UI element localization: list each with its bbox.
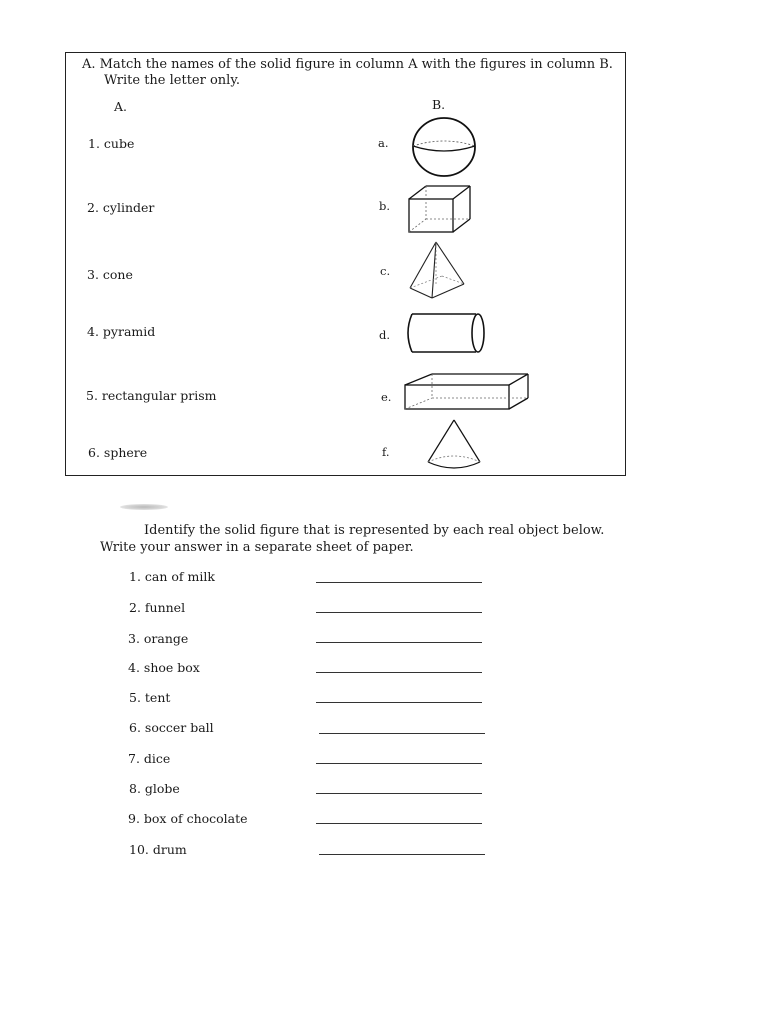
sphere-icon xyxy=(410,116,478,178)
option-letter-f: f. xyxy=(382,445,390,459)
answer-line-10[interactable] xyxy=(319,854,485,855)
column-a-item-2: 2. cylinder xyxy=(87,200,155,215)
section-b-item-8: 8. globe xyxy=(129,781,180,796)
cube-icon xyxy=(406,184,474,234)
column-a-item-3: 3. cone xyxy=(87,267,133,282)
rectangular-prism-icon xyxy=(402,372,532,412)
section-b-instruction-line1: Identify the solid figure that is represented by each real object below. xyxy=(144,523,605,538)
section-b-item-1: 1. can of milk xyxy=(129,569,215,584)
option-letter-c: c. xyxy=(380,264,391,278)
section-a-instruction-line2: Write the letter only. xyxy=(104,73,241,88)
cylinder-icon xyxy=(402,312,488,354)
section-a-instruction-line1: A. Match the names of the solid figure in column A with the figures in column B. xyxy=(82,57,613,72)
column-a-item-4: 4. pyramid xyxy=(87,324,156,339)
cone-icon xyxy=(424,418,484,474)
option-letter-e: e. xyxy=(381,390,392,404)
section-b-instruction-line2: Write your answer in a separate sheet of paper. xyxy=(100,540,414,555)
column-a-item-6: 6. sphere xyxy=(88,445,148,460)
section-b-item-10: 10. drum xyxy=(129,842,187,857)
option-letter-a: a. xyxy=(378,136,389,150)
section-b-item-6: 6. soccer ball xyxy=(129,720,214,735)
answer-line-2[interactable] xyxy=(316,612,482,613)
answer-line-7[interactable] xyxy=(316,763,482,764)
section-b-item-2: 2. funnel xyxy=(129,600,186,615)
answer-line-4[interactable] xyxy=(316,672,482,673)
section-b-item-5: 5. tent xyxy=(129,690,171,705)
pyramid-icon xyxy=(406,240,468,300)
answer-line-3[interactable] xyxy=(316,642,482,643)
section-b-item-9: 9. box of chocolate xyxy=(128,811,248,826)
section-b-item-3: 3. orange xyxy=(128,631,189,646)
column-a-item-1: 1. cube xyxy=(88,136,135,151)
option-letter-b: b. xyxy=(379,199,391,213)
scan-smudge xyxy=(120,504,168,510)
matching-section-box xyxy=(65,52,626,476)
section-b-item-7: 7. dice xyxy=(128,751,171,766)
section-b-item-4: 4. shoe box xyxy=(128,660,200,675)
column-a-item-5: 5. rectangular prism xyxy=(86,388,217,403)
option-letter-d: d. xyxy=(379,328,391,342)
answer-line-8[interactable] xyxy=(316,793,482,794)
answer-line-1[interactable] xyxy=(316,582,482,583)
answer-line-6[interactable] xyxy=(319,733,485,734)
answer-line-9[interactable] xyxy=(316,823,482,824)
column-b-header: B. xyxy=(432,97,446,112)
answer-line-5[interactable] xyxy=(316,702,482,703)
column-a-header: A. xyxy=(114,99,128,114)
